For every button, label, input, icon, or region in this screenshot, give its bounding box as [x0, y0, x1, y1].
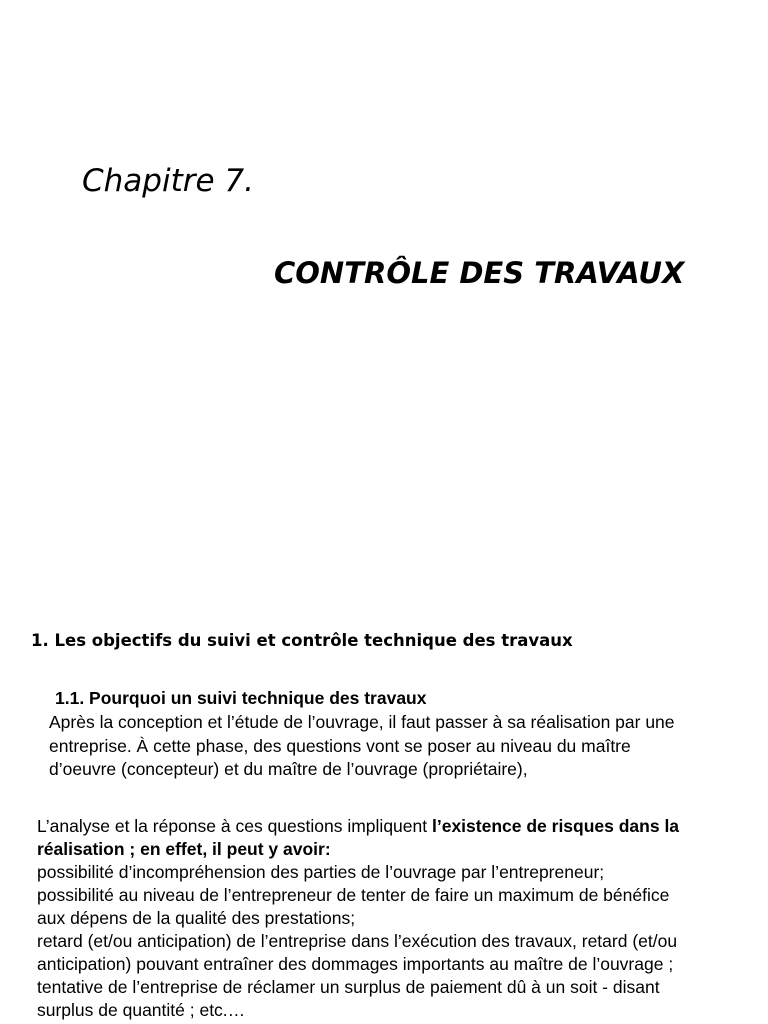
analysis-lead-line	[37, 815, 765, 838]
risk-item-continuation: anticipation) pouvant entraîner des dommages importants au maître de l’ouvrage ;	[37, 954, 674, 974]
risk-item-continuation: surplus de quantité ; etc.…	[37, 1000, 246, 1020]
intro-line: Après la conception et l’étude de l’ouvrage, il faut passer à sa réalisation par une	[49, 712, 675, 732]
section-heading: 1. Les objectifs du suivi et contrôle technique des travaux	[31, 631, 573, 650]
analysis-lead-bold: l’existence de risques dans la	[431, 816, 680, 836]
sub-heading: 1.1. Pourquoi un suivi technique des travaux	[55, 688, 427, 708]
risk-item-continuation: aux dépens de la qualité des prestations;	[37, 908, 356, 928]
risk-item: possibilité d’incompréhension des parties de l’ouvrage par l’entrepreneur;	[37, 862, 605, 882]
intro-paragraph	[49, 711, 761, 782]
risk-item: possibilité au niveau de l’entrepreneur de tenter de faire un maximum de bénéfice	[37, 885, 670, 905]
risk-item: tentative de l’entreprise de réclamer un surplus de paiement dû à un soit - disant	[37, 977, 660, 997]
chapter-title: CONTRÔLE DES TRAVAUX	[274, 256, 685, 290]
analysis-lead-bold-line: réalisation ; en effet, il peut y avoir:	[37, 839, 331, 859]
chapter-label: Chapitre 7.	[82, 163, 254, 199]
risk-item: retard (et/ou anticipation) de l’entreprise dans l’exécution des travaux, retard (et/ou	[37, 931, 678, 951]
intro-line: entreprise. À cette phase, des questions vont se poser au niveau du maître	[49, 735, 631, 756]
analysis-paragraph	[37, 815, 765, 1022]
intro-line: d’oeuvre (concepteur) et du maître de l’ouvrage (propriétaire),	[49, 759, 528, 779]
analysis-lead-text: L’analyse et la réponse à ces questions impliquent	[37, 816, 432, 836]
